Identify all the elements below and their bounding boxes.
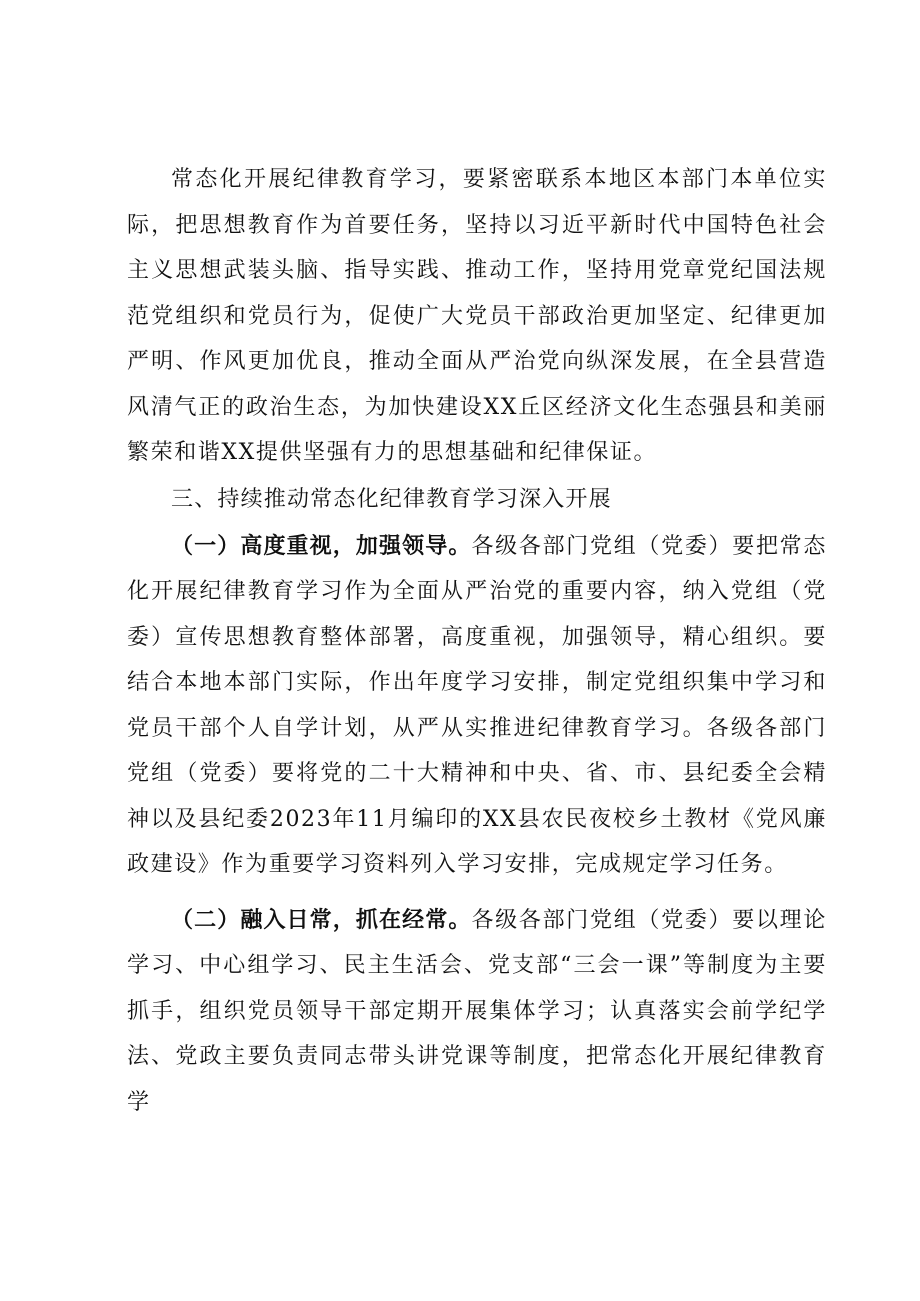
item-2-title: （二）融入日常，抓在经常。	[171, 907, 472, 933]
item-2-paragraph	[127, 898, 827, 1126]
item-2-body: 各级各部门党组（党委）要以理论学习、中心组学习、民主生活会、党支部“三会一课”等制度为主要抓手，组织党员领导干部定期开展集体学习；认真落实会前学纪学法、党政主要负责同志带头讲党课等制度，把常态化开展纪律教育学	[127, 907, 827, 1115]
document-body	[127, 157, 827, 1125]
body-paragraph-1: 常态化开展纪律教育学习，要紧密联系本地区本部门本单位实际，把思想教育作为首要任务，坚持以习近平新时代中国特色社会主义思想武装头脑、指导实践、推动工作，坚持用党章党纪国法规范党组织和党员行为，促使广大党员干部政治更加坚定、纪律更加严明、作风更加优良，推动全面从严治党向纵深发展，在全县营造风清气正的政治生态，为加快建设XX丘区经济文化生态强县和美丽繁荣和谐XX提供坚强有力的思想基础和纪律保证。	[127, 167, 827, 465]
item-1-paragraph	[127, 524, 827, 888]
item-1-title: （一）高度重视，加强领导。	[171, 533, 472, 559]
item-1-body: 各级各部门党组（党委）要把常态化开展纪律教育学习作为全面从严治党的重要内容，纳入党组（党委）宣传思想教育整体部署，高度重视，加强领导，精心组织。要结合本地本部门实际，作出年度学习安排，制定党组织集中学习和党员干部个人自学计划，从严从实推进纪律教育学习。各级各部门党组（党委）要将党的二十大精神和中央、省、市、县纪委全会精神以及县纪委2023年11月编印的XX县农民夜校乡土教材《党风廉政建设》作为重要学习资料列入学习安排，完成规定学习任务。	[127, 533, 827, 877]
paragraph-spacer	[127, 888, 827, 898]
section-heading: 三、持续推动常态化纪律教育学习深入开展	[171, 486, 612, 512]
